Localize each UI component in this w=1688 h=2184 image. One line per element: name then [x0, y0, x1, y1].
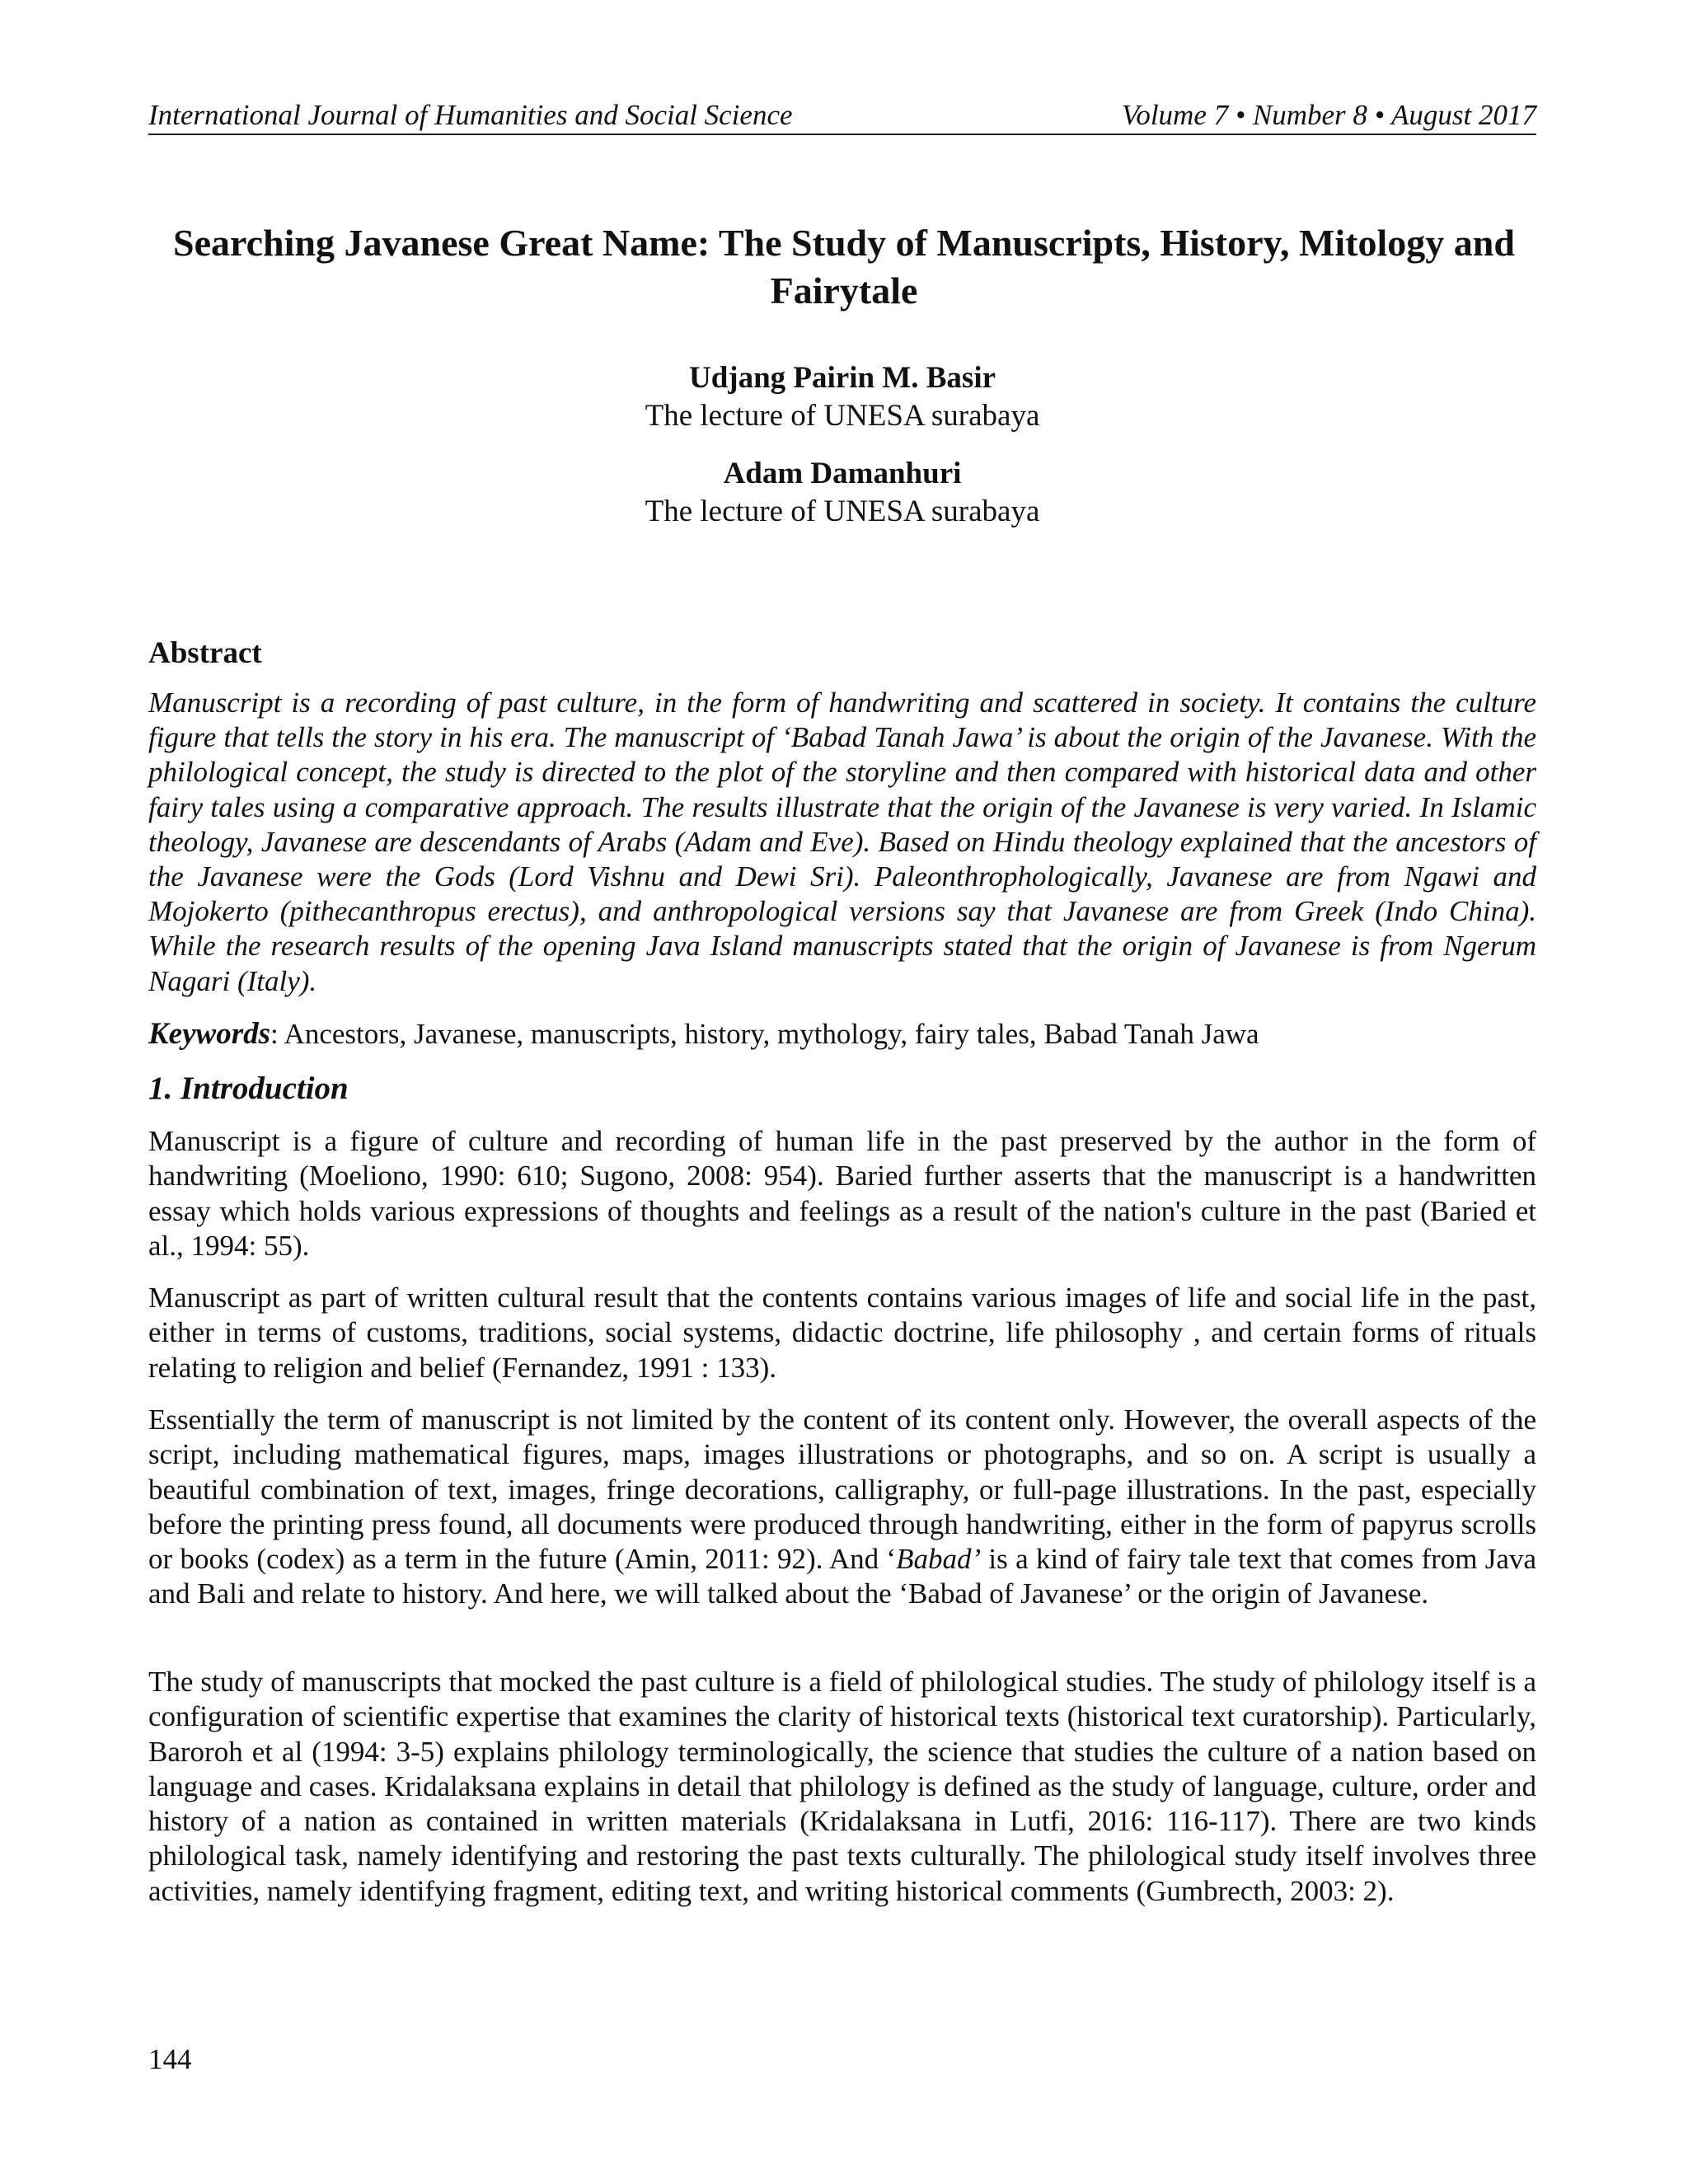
body-paragraph: The study of manuscripts that mocked the past culture is a field of philological studies. The study of philology itself is a configuration of scientific expertise that examines the clarity of historical texts (historical text curatorship). Particularly, Baroroh et al (1994: 3-5) explains philology terminologically, the science that studies the culture of a nation based on language and cases. Kridalaksana explains in detail that philology is defined as the study of language, culture, order and history of a nation as contained in written materials (Kridalaksana in Lutfi, 2016: 116-117). There are two kinds philological task, namely identifying and restoring the past texts culturally. The philological study itself involves three activities, namely identifying fragment, editing text, and writing historical comments (Gumbrecth, 2003: 2). [148, 1666, 1536, 1907]
author-name: Adam Damanhuri [723, 457, 962, 490]
body-paragraph: Manuscript as part of written cultural result that the contents contains various images of life and social life in the past, either in terms of customs, traditions, social systems, didactic doctrine, life philosophy , and certain forms of rituals relating to religion and belief (Fernandez, 1991 : 133). [148, 1282, 1536, 1384]
paper-title: Searching Javanese Great Name: The Study of Manuscripts, History, Mitology and Fairytale [173, 222, 1515, 312]
keywords-label: Keywords [148, 1017, 270, 1051]
body-paragraph [148, 1403, 1536, 1612]
italic-term: Babad’ [896, 1543, 982, 1576]
abstract-heading: Abstract [148, 636, 262, 670]
author-affiliation: The lecture of UNESA surabaya [645, 494, 1040, 528]
body-paragraph: Manuscript is a figure of culture and recording of human life in the past preserved by the author in the form of handwriting (Moeliono, 1990: 610; Sugono, 2008: 954). Baried further asserts that the manuscript is a handwritten essay which holds various expressions of thoughts and feelings as a result of the nation's culture in the past (Baried et al., 1994: 55). [148, 1125, 1536, 1262]
author-affiliation: The lecture of UNESA surabaya [645, 399, 1040, 433]
author-block [148, 359, 1536, 435]
keywords-text: : Ancestors, Javanese, manuscripts, history, mythology, fairy tales, Babad Tanah Jawa [270, 1018, 1259, 1050]
abstract-text: Manuscript is a recording of past culture, in the form of handwriting and scattered in society. It contains the culture figure that tells the story in his era. The manuscript of ‘Babad Tanah Jawa’ is about the origin of the Javanese. With the philological concept, the study is directed to the plot of the storyline and then compared with historical data and other fairy tales using a comparative approach. The results illustrate that the origin of the Javanese is very varied. In Islamic theology, Javanese are descendants of Arabs (Adam and Eve). Based on Hindu theology explained that the ancestors of the Javanese were the Gods (Lord Vishnu and Dewi Sri). Paleonthrophologically, Javanese are from Ngawi and Mojokerto (pithecanthropus erectus), and anthropological versions say that Javanese are from Greek (Indo China). While the research results of the opening Java Island manuscripts stated that the origin of Javanese is from Ngerum Nagari (Italy). [148, 687, 1536, 997]
page-number: 144 [148, 2043, 192, 2075]
journal-name: International Journal of Humanities and Social Science [148, 99, 793, 131]
paragraph-text: is a kind of fairy tale text that comes from Java and Bali and relate to history. And here, we will talked about the ‘Babad of Javanese’ or the origin of Javanese. [148, 1543, 1536, 1610]
running-header [148, 97, 1536, 135]
author-block [148, 455, 1536, 531]
keywords-line [148, 1015, 1536, 1053]
paragraph-text: Essentially the term of manuscript is not limited by the content of its content only. However, the overall aspects of the script, including mathematical figures, maps, images illustrations or photographs, and so on. A script is usually a beautiful combination of text, images, fringe decorations, calligraphy, or full-page illustrations. In the past, especially before the printing press found, all documents were produced through handwriting, either in the form of papyrus scrolls or books (codex) as a term in the future (Amin, 2011: 92). And ‘ [148, 1404, 1536, 1576]
author-name: Udjang Pairin M. Basir [688, 361, 996, 395]
introduction-heading: 1. Introduction [148, 1071, 349, 1106]
issue-info: Volume 7 • Number 8 • August 2017 [1121, 99, 1536, 131]
